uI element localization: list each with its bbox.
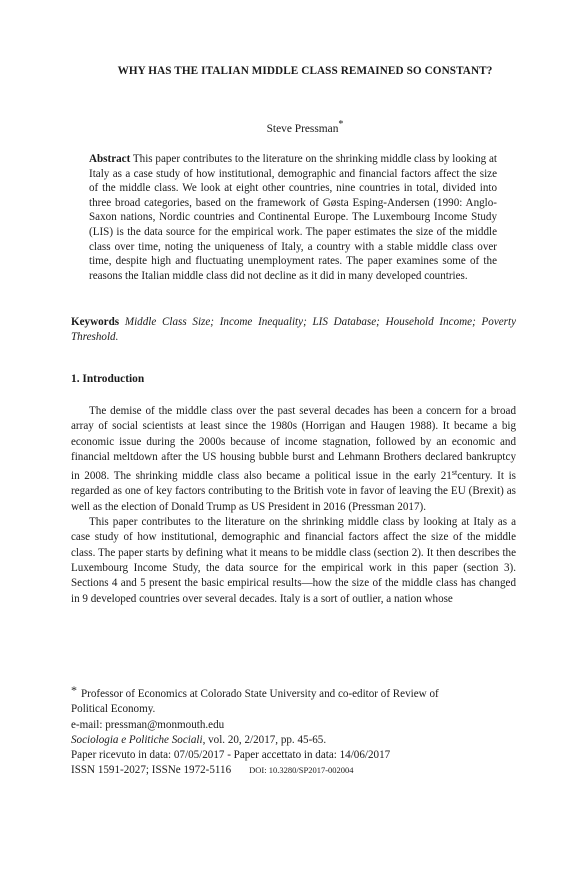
abstract-label: Abstract [89, 153, 131, 165]
footnote-journal [71, 733, 516, 748]
footnote-affiliation [71, 683, 516, 702]
journal-volume: , vol. 20, 2/2017, pp. 45-65. [202, 733, 327, 746]
section-heading-introduction: 1. Introduction [71, 373, 145, 385]
paragraph-text: century. It is regarded as one of key factors contributing to the British vote in favor of leaving the EU (Brexit) as well as the election of Donald Trump as US President in 2016 (Pressman 2017). [71, 470, 517, 513]
paragraph [71, 404, 516, 515]
paragraph [71, 515, 516, 607]
footnote-issn [71, 763, 516, 778]
author-line [100, 118, 510, 136]
doi: DOI: 10.3280/SP2017-002004 [249, 765, 354, 776]
footnote-received: Paper ricevuto in data: 07/05/2017 - Paper accettato in data: 14/06/2017 [71, 749, 391, 762]
author-name: Steve Pressman [266, 123, 339, 135]
abstract-text: This paper contributes to the literature on the shrinking middle class by looking at Italy as a case study of how institutional, demographic and financial factors affect the size of the middle class. We look at eight other countries, nine countries in total, divided into three broad categories, based on the framework of Gøsta Esping-Andersen (1990: Anglo-Saxon nations, Nordic countries and Continental Europe. The Luxembourg Income Study (LIS) is the data source for the empirical work. The paper estimates the size of the middle class over time, noting the uniqueness of Italy, a country with a stable middle class over time, despite high and fluctuating unemployment rates. The paper examines some of the reasons the Italian middle class did not decline as it did in many developed countries. [89, 153, 497, 282]
paragraph-text: The demise of the middle class over the past several decades has been a concern for a broad array of social scientists at least since the 1980s (Horrigan and Haugen 1988). It became a big economic issue during the 2000s because of income stagnation, followed by an economic and financial meltdown after the US housing bubble burst and Lehmann Brothers declared bankruptcy in 2008. The shrinking middle class also became a political issue in the early 21 [71, 405, 516, 483]
footnote [71, 683, 516, 779]
journal-name: Sociologia e Politiche Sociali [71, 733, 203, 746]
keywords-text: Middle Class Size; Income Inequality; LIS Database; Household Income; Poverty Threshold. [71, 316, 516, 343]
author-footnote-mark: * [338, 119, 344, 130]
footnote-mark: * [71, 683, 77, 697]
footnote-email: e-mail: pressman@monmouth.edu [71, 718, 225, 731]
issn: ISSN 1591-2027; ISSNe 1972-5116 [71, 764, 232, 777]
abstract [89, 152, 497, 283]
introduction-body [71, 404, 516, 607]
keywords-label: Keywords [71, 316, 120, 328]
footnote-affiliation-cont: Political Economy. [71, 703, 156, 716]
paper-title: WHY HAS THE ITALIAN MIDDLE CLASS REMAINED SO CONSTANT? [117, 65, 493, 77]
paragraph-text: This paper contributes to the literature on the shrinking middle class by looking at Italy as a case study of how institutional, demographic and financial factors affect the size of the middle class. The paper starts by defining what it means to be middle class (section 2). It then describes the Luxembourg Income Study, the data source for the empirical work in this paper (section 3). Sections 4 and 5 present the basic empirical results—how the size of the middle class has changed in 9 developed countries over several decades. Italy is a sort of outlier, a nation whose [71, 516, 516, 605]
keywords [71, 315, 516, 344]
superscript: st [451, 468, 458, 478]
footnote-text: Professor of Economics at Colorado State University and co-editor of Review of [81, 688, 439, 700]
